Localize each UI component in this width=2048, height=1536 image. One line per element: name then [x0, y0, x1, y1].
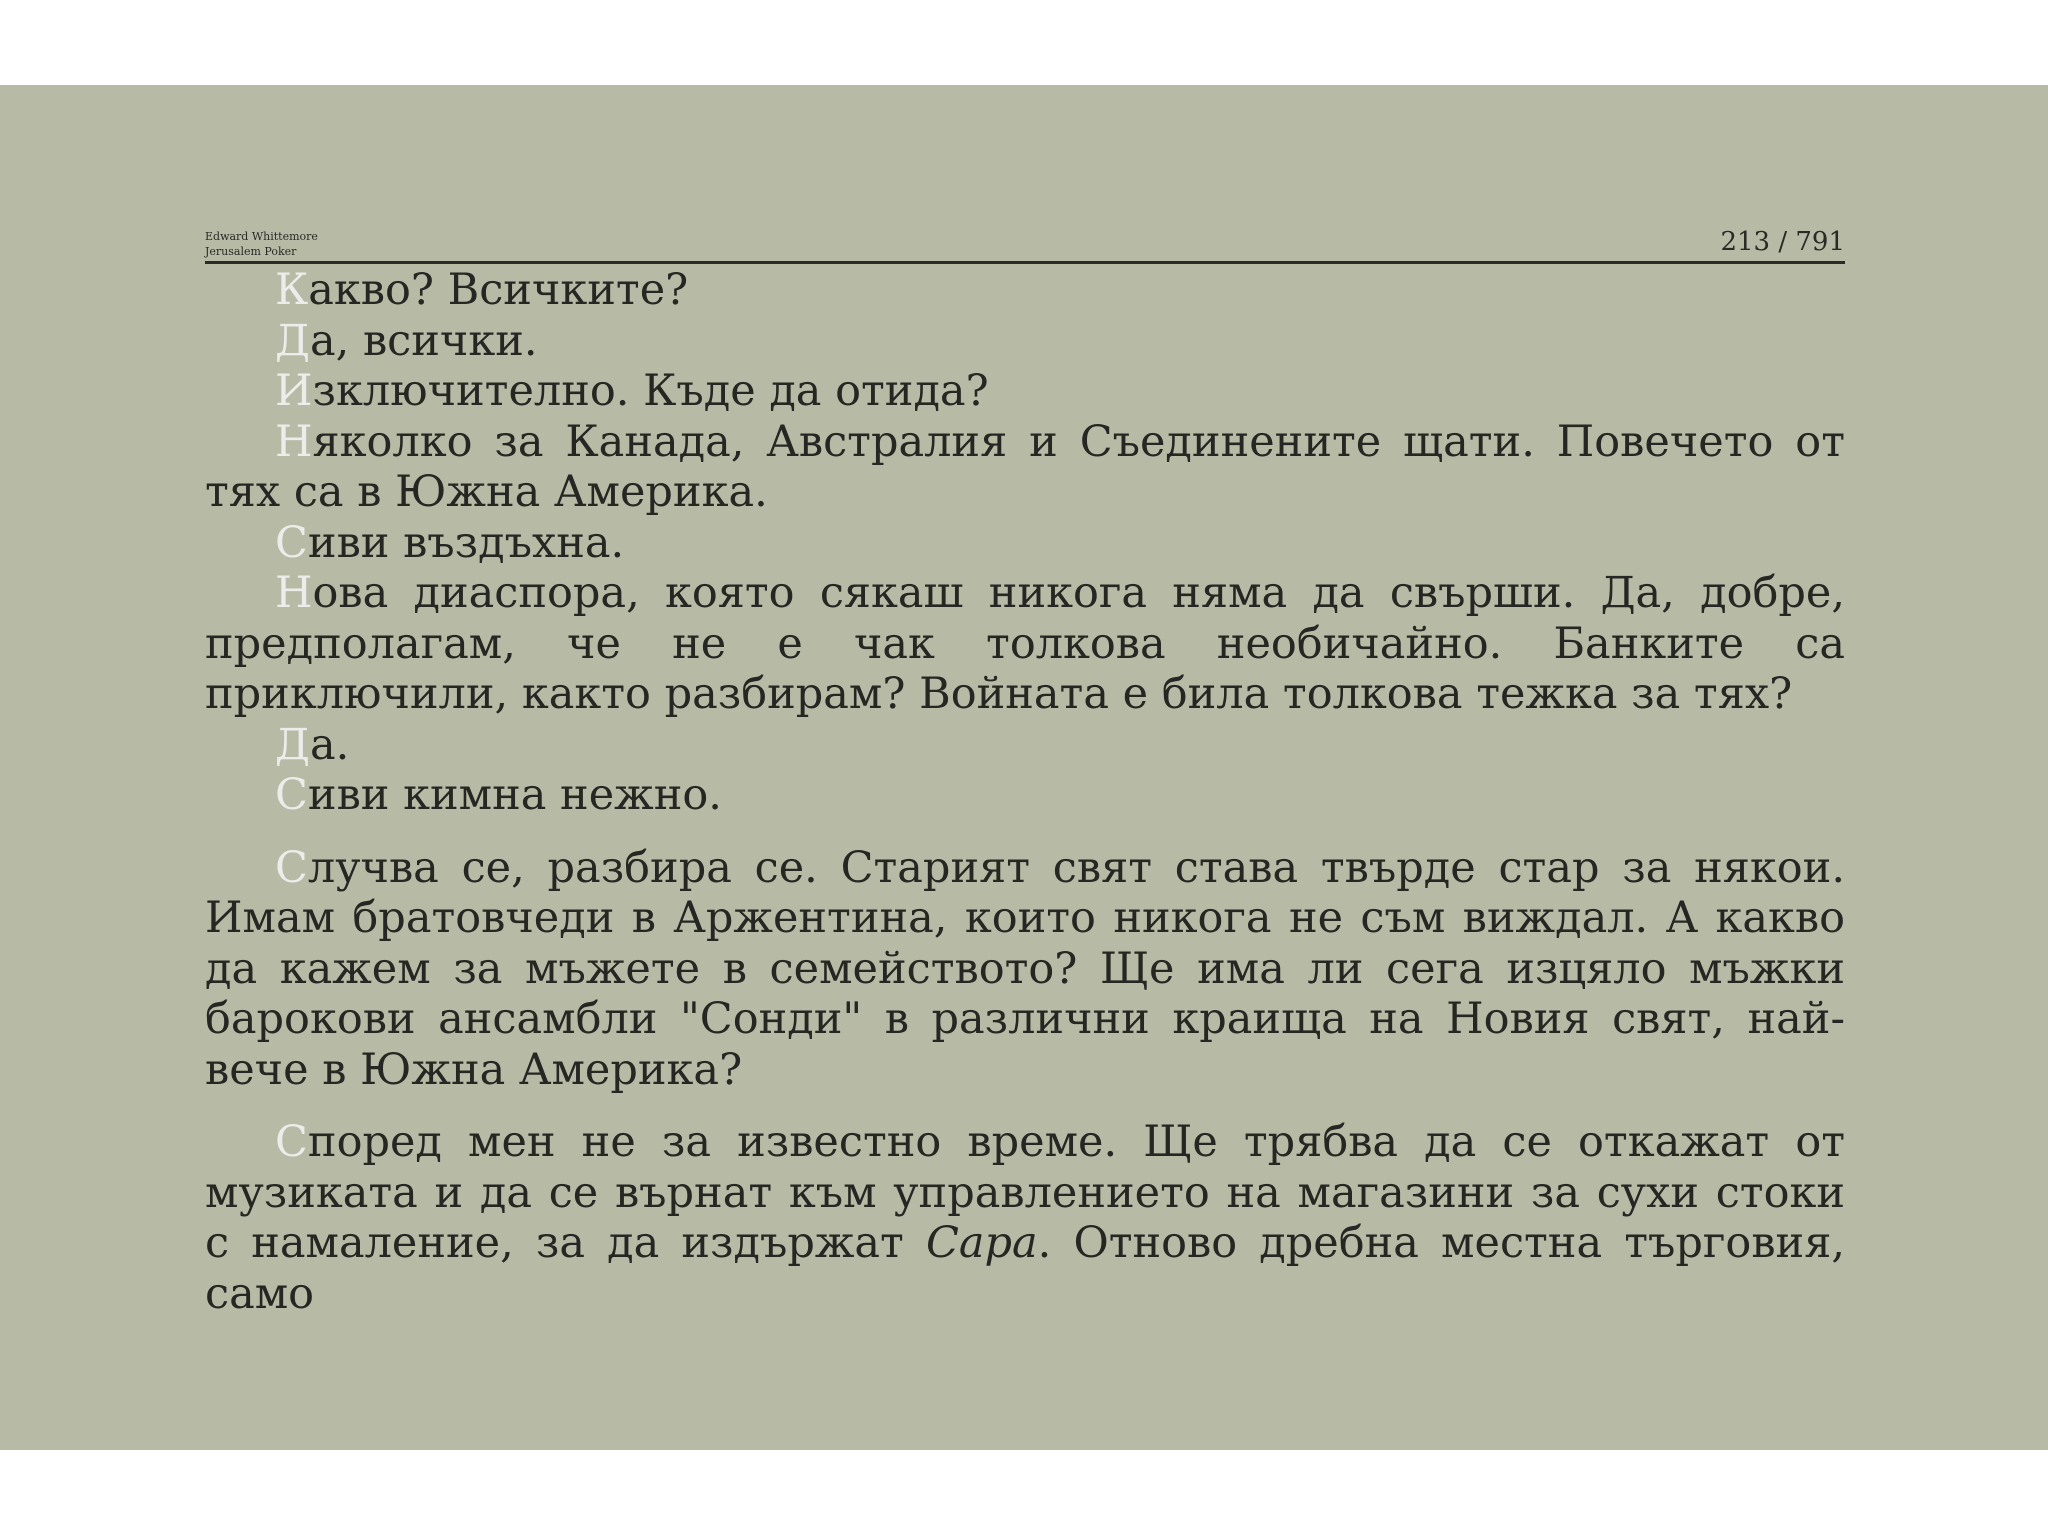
paragraph — [205, 518, 1845, 569]
paragraph-text: а, всички. — [309, 315, 538, 366]
paragraph-initial: Д — [275, 719, 310, 770]
paragraph-text: яколко за Канада, Австралия и Съединените щати. Повечето от тях са в Южна Америка. — [205, 416, 1845, 517]
paragraph-initial: С — [275, 842, 308, 893]
paragraph-text: зключително. Къде да отида? — [312, 366, 989, 416]
paragraph-initial: Н — [275, 568, 313, 618]
paragraph — [205, 366, 1845, 417]
paragraph — [205, 568, 1845, 720]
paragraph-text: ова диаспора, която сякаш никога няма да свърши. Да, добре, предполагам, че не е чак толкова необичайно. Банките са приключили, както разбирам? Войната е била толкова тежка за тях? — [205, 568, 1845, 719]
paragraph-initial: С — [275, 1117, 308, 1167]
paragraph — [205, 417, 1845, 518]
paragraph-initial: И — [275, 366, 313, 416]
paragraph-text: а. — [309, 719, 350, 770]
paragraph-text: акво? Всичките? — [308, 265, 689, 315]
paragraph-initial: К — [275, 265, 309, 315]
paragraph — [205, 843, 1845, 1096]
book-meta — [205, 229, 318, 259]
paragraph-text: лучва се, разбира се. Старият свят става твърде стар за някои. Имам братовчеди в Аржентина, които никога не съм виждал. А какво да кажем за мъжете в семейството? Ще има ли сега изцяло мъжки барокови ансамбли "Сонди" в различни краища на Новия свят, най-вече в Южна Америка? — [205, 842, 1845, 1095]
paragraph — [205, 720, 1845, 771]
emphasized-text: Сара — [925, 1218, 1038, 1268]
paragraph-text: . Отново дребна местна търговия, само — [205, 1218, 1845, 1319]
paragraph — [205, 1117, 1845, 1319]
book-text — [205, 265, 1845, 1319]
paragraph-text: иви въздъхна. — [307, 517, 625, 568]
paragraph — [205, 770, 1845, 821]
paragraph-initial: Д — [275, 315, 310, 366]
paragraph-initial: С — [275, 517, 308, 568]
author-name: Edward Whittemore — [205, 230, 318, 243]
paragraph-initial: Н — [275, 416, 313, 467]
page-header — [205, 135, 1845, 264]
paragraph — [205, 265, 1845, 316]
page-number: 213 / 791 — [1720, 227, 1845, 257]
paragraph-text: иви кимна нежно. — [307, 770, 722, 820]
book-title: Jerusalem Poker — [205, 245, 297, 258]
paragraph — [205, 316, 1845, 367]
paragraph-initial: С — [275, 770, 308, 820]
paragraph-text: поред мен не за известно време. Ще трябва да се откажат от музиката и да се върнат към управлението на магазини за сухи стоки с намаление, за да издържат — [205, 1117, 1845, 1268]
